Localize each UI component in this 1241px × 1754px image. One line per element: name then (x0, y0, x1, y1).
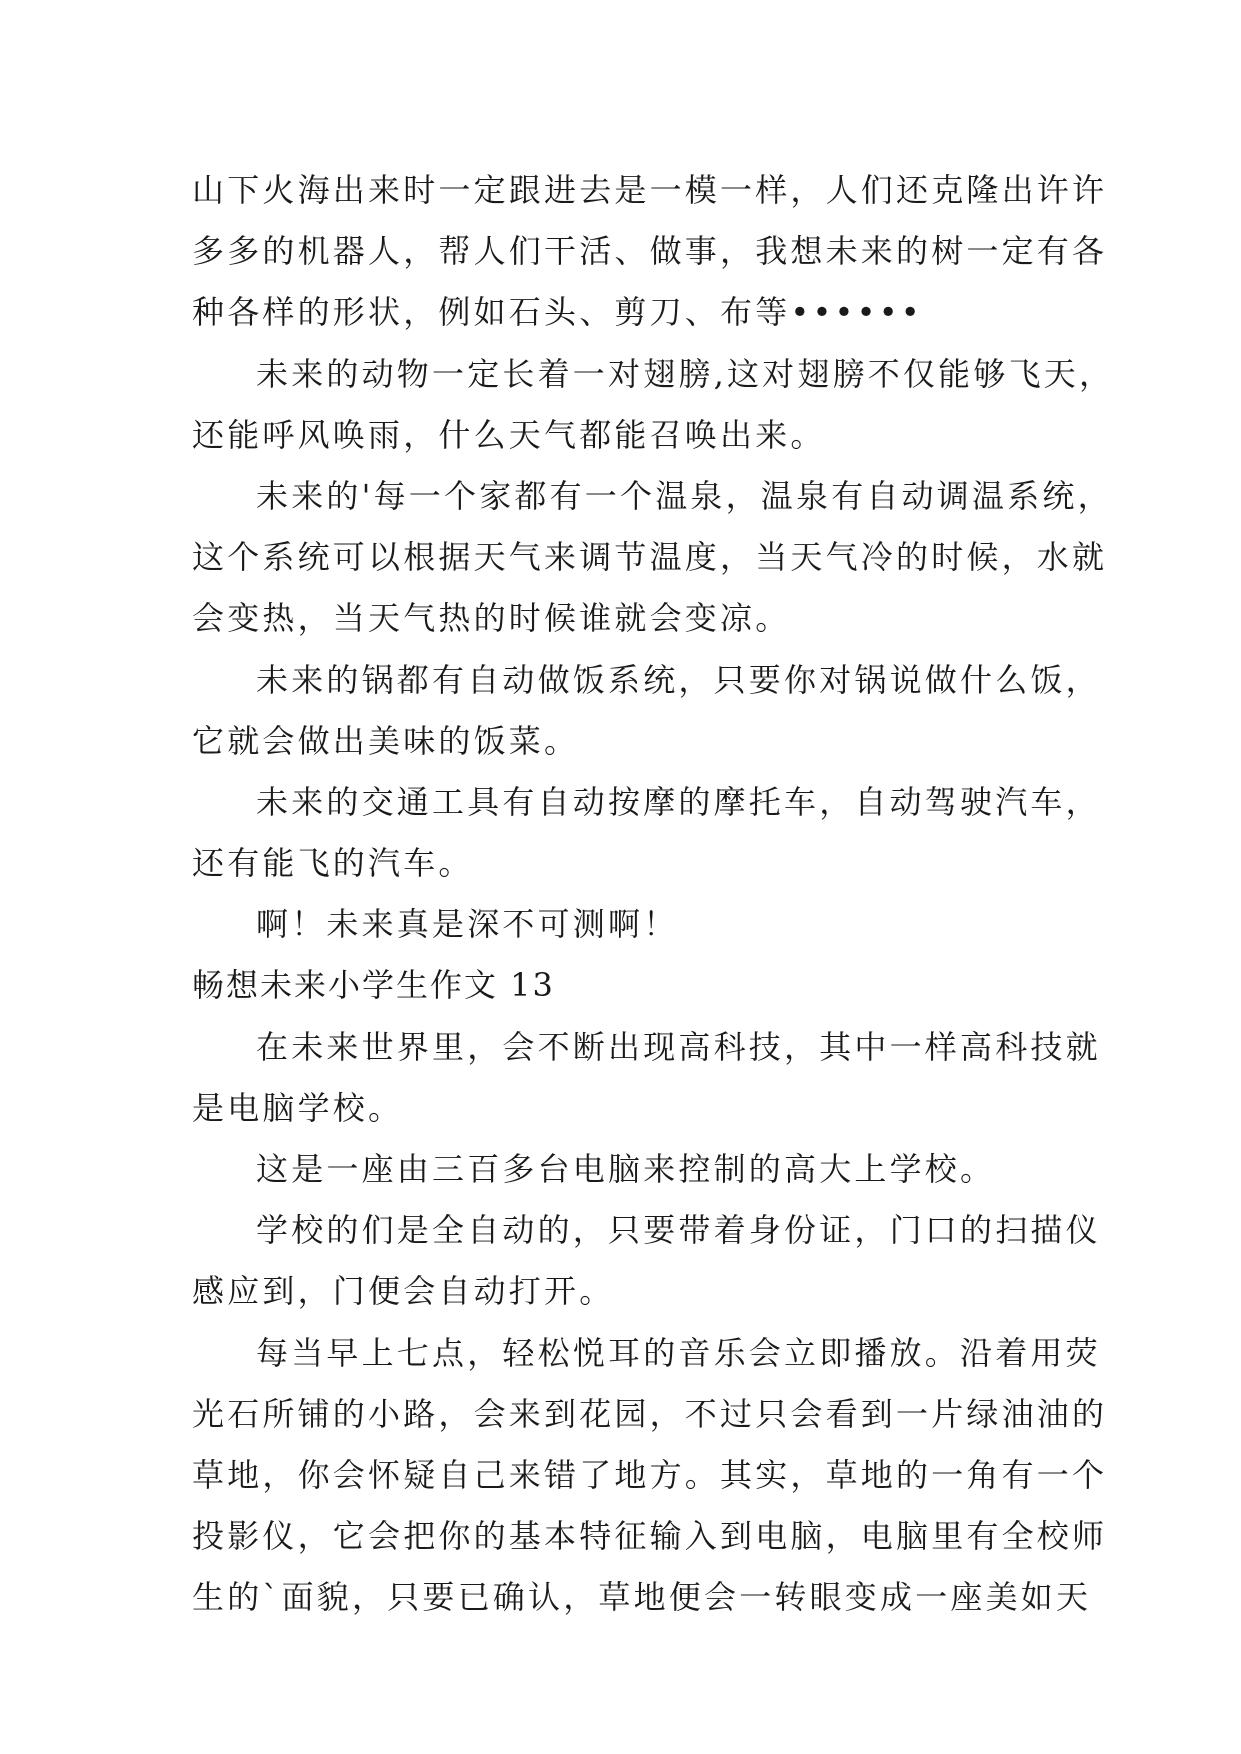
section-heading: 畅想未来小学生作文 13 (192, 966, 555, 1005)
text-line: 还能呼风唤雨，什么天气都能召唤出来。 (192, 415, 826, 454)
paragraph-start-line: 每当早上七点，轻松悦耳的音乐会立即播放。沿着用荧 (256, 1333, 1101, 1372)
text-line: 投影仪，它会把你的基本特征输入到电脑，电脑里有全校师 (192, 1517, 1108, 1556)
text-line: 还有能飞的汽车。 (192, 844, 474, 883)
text-line: 是电脑学校。 (192, 1088, 404, 1127)
text-line: 草地，你会怀疑自己来错了地方。其实，草地的一角有一个 (192, 1455, 1108, 1494)
text-line: 山下火海出来时一定跟进去是一模一样，人们还克隆出许许 (192, 171, 1108, 209)
paragraph-start-line: 在未来世界里，会不断出现高科技，其中一样高科技就 (256, 1027, 1101, 1066)
paragraph-start-line: 未来的动物一定长着一对翅膀,这对翅膀不仅能够飞天， (256, 354, 1115, 393)
paragraph-start-line: 未来的锅都有自动做饭系统，只要你对锅说做什么饭， (256, 660, 1101, 699)
paragraph-start-line: 未来的交通工具有自动按摩的摩托车，自动驾驶汽车， (256, 782, 1101, 821)
text-line: 这个系统可以根据天气来调节温度，当天气冷的时候，水就 (192, 538, 1108, 577)
paragraph-start-line: 啊！未来真是深不可测啊！ (256, 905, 679, 944)
paragraph-start-line: 学校的们是全自动的，只要带着身份证，门口的扫描仪 (256, 1211, 1101, 1250)
text-line: 种各样的形状，例如石头、剪刀、布等•••••• (192, 293, 923, 332)
text-line: 多多的机器人，帮人们干活、做事，我想未来的树一定有各 (192, 232, 1108, 271)
text-line: 会变热，当天气热的时候谁就会变凉。 (192, 599, 791, 638)
paragraph-start-line: 未来的'每一个家都有一个温泉，温泉有自动调温系统， (256, 476, 1113, 515)
paragraph-start-line: 这是一座由三百多台电脑来控制的高大上学校。 (256, 1150, 996, 1188)
document-body (192, 160, 1115, 1629)
text-line: 感应到，门便会自动打开。 (192, 1272, 615, 1311)
text-line: 它就会做出美味的饭菜。 (192, 721, 580, 760)
text-line: 生的`面貌，只要已确认，草地便会一转眼变成一座美如天 (192, 1578, 1092, 1617)
text-line: 光石所铺的小路，会来到花园，不过只会看到一片绿油油的 (192, 1394, 1108, 1433)
